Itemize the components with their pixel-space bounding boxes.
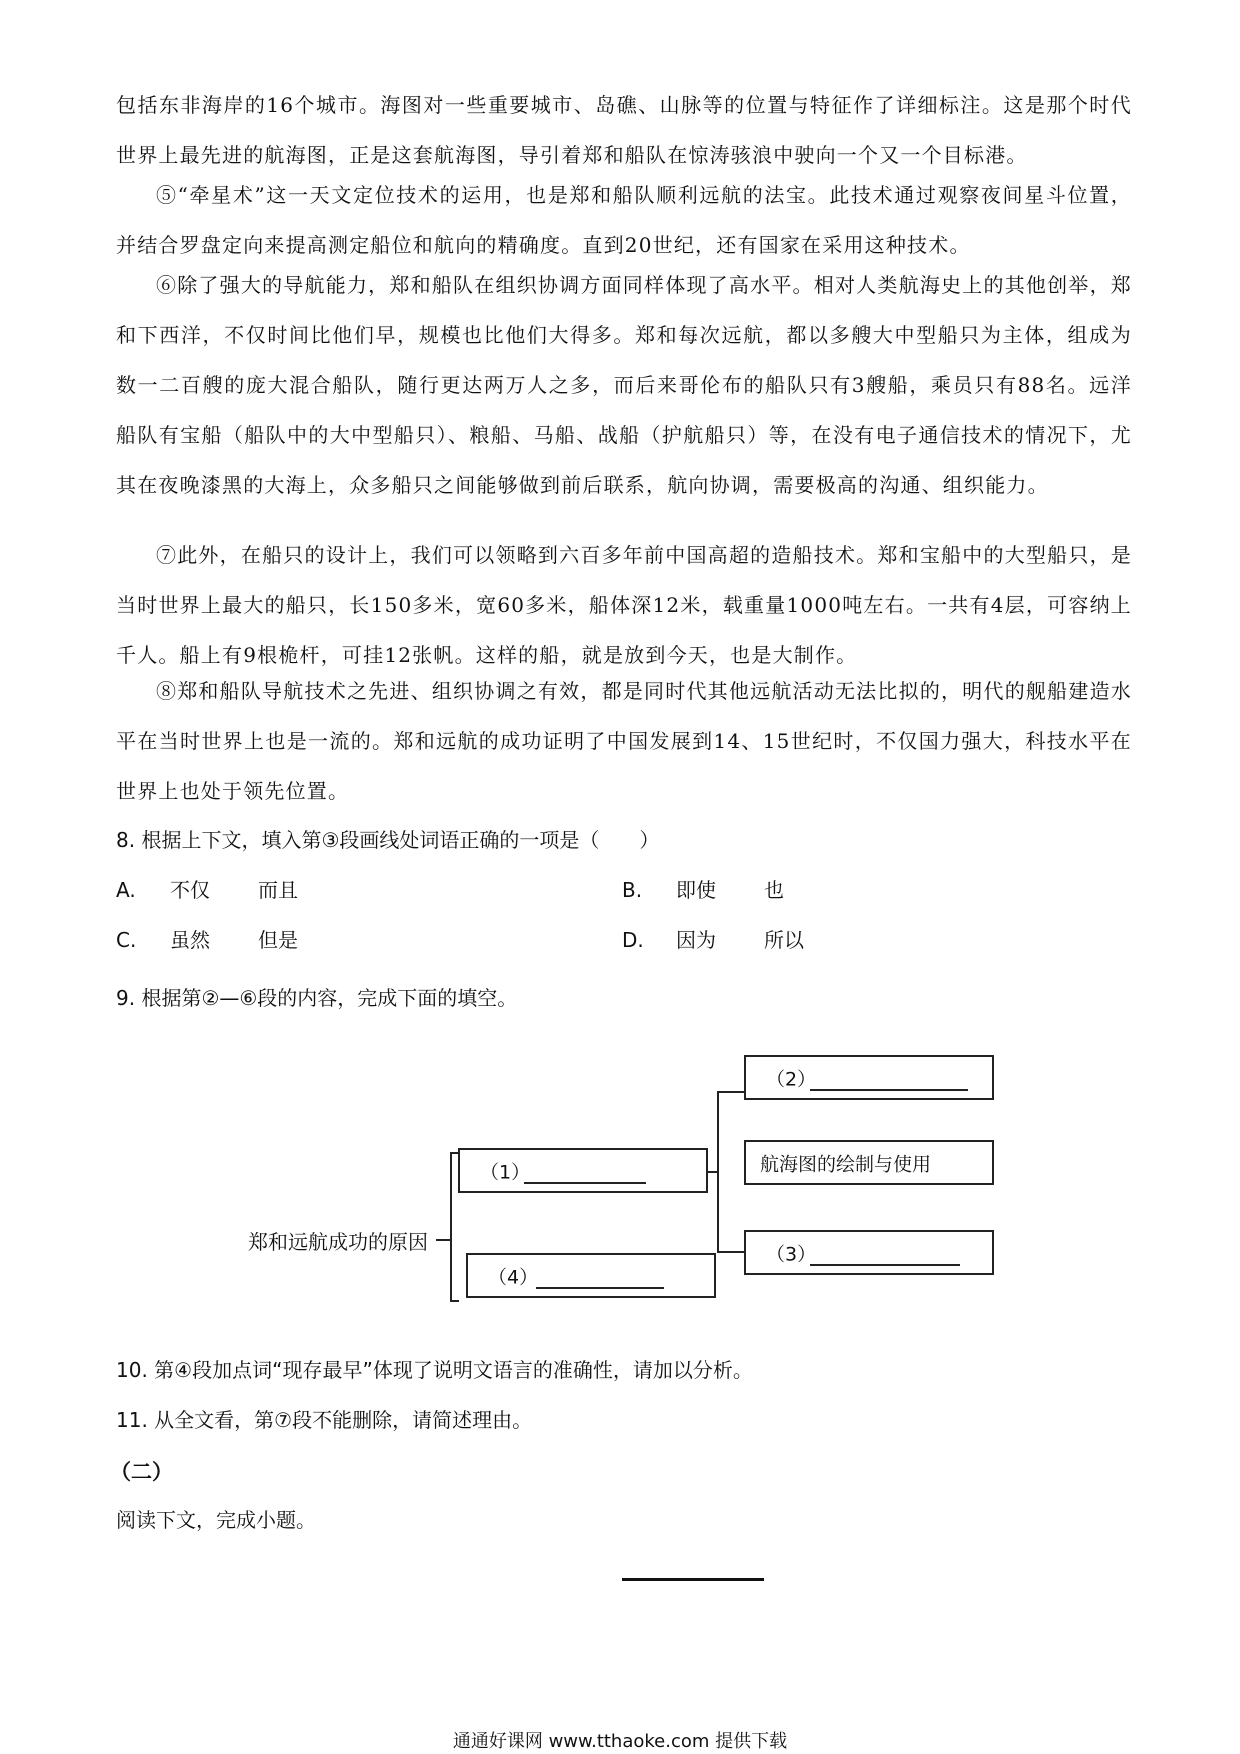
- option-word-2: 而且: [258, 878, 298, 902]
- answer-line: [524, 1182, 646, 1184]
- question-9-stem: 9. 根据第②—⑥段的内容，完成下面的填空。: [116, 986, 518, 1010]
- question-10: 10. 第④段加点词“现存最早”体现了说明文语言的准确性，请加以分析。: [116, 1358, 753, 1382]
- box-number: （2）: [766, 1068, 817, 1090]
- paragraph-6: ⑥除了强大的导航能力，郑和船队在组织协调方面同样体现了高水平。相对人类航海史上的其他创举，郑和下西洋，不仅时间比他们早，规模也比他们大得多。郑和每次远航，都以多艘大中型船只为主体，组成为数一二百艘的庞大混合船队，随行更达两万人之多，而后来哥伦布的船队只有3艘船，乘员只有88名。远洋船队有宝船（船队中的大中型船只）、粮船、马船、战船（护航船只）等，在没有电子通信技术的情况下，尤其在夜晚漆黑的大海上，众多船只之间能够做到前后联系，航向协调，需要极高的沟通、组织能力。: [116, 273, 1132, 497]
- option-word-2: 所以: [764, 928, 804, 952]
- option-word-2: 也: [764, 878, 784, 902]
- blank-box-4[interactable]: [466, 1253, 716, 1298]
- fixed-box: [744, 1140, 994, 1185]
- option-word-1: 即使: [676, 878, 716, 902]
- paragraph-8: ⑧郑和船队导航技术之先进、组织协调之有效，都是同时代其他远航活动无法比拟的，明代的舰船建造水平在当时世界上也是一流的。郑和远航的成功证明了中国发展到14、15世纪时，不仅国力强大，科技水平在世界上也处于领先位置。: [116, 679, 1132, 803]
- box-number: （1）: [480, 1161, 531, 1183]
- option-word-1: 不仅: [170, 878, 210, 902]
- blank-box-2[interactable]: [744, 1055, 994, 1100]
- footer-source: 通通好课网 www.tthaoke.com 提供下载: [452, 1731, 788, 1752]
- section-heading: （二）: [110, 1460, 173, 1484]
- answer-line: [810, 1264, 960, 1266]
- reading-instruction: 阅读下文，完成小题。: [116, 1508, 316, 1532]
- right-bracket: [718, 1092, 744, 1252]
- paragraph-7: ⑦此外，在船只的设计上，我们可以领略到六百多年前中国高超的造船技术。郑和宝船中的大型船只，是当时世界上最大的船只，长150多米，宽60多米，船体深12米，载重量1000吨左右。一共有4层，可容纳上千人。船上有9根桅杆，可挂12张帆。这样的船，就是放到今天，也是大制作。: [116, 543, 1132, 667]
- option-word-2: 但是: [258, 928, 298, 952]
- answer-line: [536, 1287, 664, 1289]
- paragraph-5: ⑤“牵星术”这一天文定位技术的运用，也是郑和船队顺利远航的法宝。此技术通过观察夜间星斗位置，并结合罗盘定向来提高测定船位和航向的精确度。直到20世纪，还有国家在采用这种技术。: [116, 183, 1132, 257]
- diagram-root-label: 郑和远航成功的原因: [248, 1230, 428, 1254]
- option-label: A.: [116, 878, 136, 902]
- paragraph-continued: 包括东非海岸的16个城市。海图对一些重要城市、岛礁、山脉等的位置与特征作了详细标注。这是那个时代世界上最先进的航海图，正是这套航海图，导引着郑和船队在惊涛骇浪中驶向一个又一个目标港。: [116, 93, 1132, 167]
- question-11: 11. 从全文看，第⑦段不能删除，请简述理由。: [116, 1408, 533, 1432]
- option-word-1: 虽然: [170, 928, 210, 952]
- blank-box-1[interactable]: [458, 1148, 708, 1193]
- option-label: D.: [622, 928, 644, 952]
- fixed-box-text: 航海图的绘制与使用: [760, 1153, 932, 1175]
- box-number: （4）: [488, 1266, 539, 1288]
- title-underline: [622, 1578, 764, 1581]
- answer-line: [810, 1089, 968, 1091]
- blank-box-3[interactable]: [744, 1230, 994, 1275]
- question-8-stem: 8. 根据上下文，填入第③段画线处词语正确的一项是（ ）: [116, 828, 660, 852]
- option-label: B.: [622, 878, 643, 902]
- option-label: C.: [116, 928, 137, 952]
- option-word-1: 因为: [676, 928, 716, 952]
- box-number: （3）: [766, 1243, 817, 1265]
